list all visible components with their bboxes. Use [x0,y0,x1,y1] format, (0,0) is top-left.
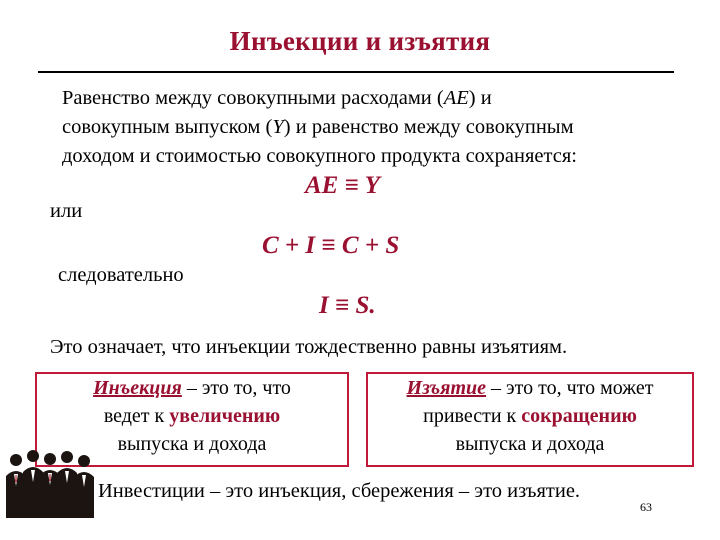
formula-i-s: I ≡ S. [319,292,376,319]
connector-or: или [50,200,83,222]
injection-text-2: ведет к [103,405,170,427]
withdrawal-term: Изъятие [406,377,487,399]
page-number: 63 [640,500,652,514]
footer-statement: Инвестиции – это инъекция, сбережения – это изъятие. [98,480,581,502]
business-people-illustration [0,446,100,518]
injection-line-2 [37,402,347,430]
injection-line-3: выпуска и дохода [117,433,267,455]
intro-line-1-text-b: ) и [468,87,492,109]
withdrawal-emphasis: сокращению [521,405,637,427]
intro-line-2 [62,113,577,142]
connector-therefore: следовательно [58,264,184,286]
withdrawal-definition-box [366,372,694,467]
intro-paragraph [62,84,577,171]
slide-title: Инъекции и изъятия [229,26,491,56]
withdrawal-line-2 [368,402,692,430]
injection-text-1: – это то, что [181,377,291,399]
formula-ci-cs: C + I ≡ C + S [262,232,400,259]
withdrawal-text-2: привести к [423,405,522,427]
intro-line-2-text-b: ) и равенство между совокупным [283,116,574,138]
ae-symbol: AE [443,87,469,109]
conclusion-text: Это означает, что инъекции тождественно равны изъятиям. [50,336,568,358]
intro-line-2-text-a: совокупным выпуском ( [62,116,273,138]
y-symbol: Y [272,116,284,138]
intro-line-3: доходом и стоимостью совокупного продукта сохраняется: [62,145,577,167]
intro-line-1-text-a: Равенство между совокупными расходами ( [62,87,444,109]
formula-ae-y: AE ≡ Y [305,172,380,199]
injection-term: Инъекция [93,377,182,399]
withdrawal-text-1: – это то, что может [486,377,654,399]
intro-line-1 [62,84,577,113]
withdrawal-line-3: выпуска и дохода [455,433,605,455]
withdrawal-line-1 [368,374,692,402]
injection-emphasis: увеличению [169,405,281,427]
injection-line-1 [37,374,347,402]
title-divider [38,71,674,73]
